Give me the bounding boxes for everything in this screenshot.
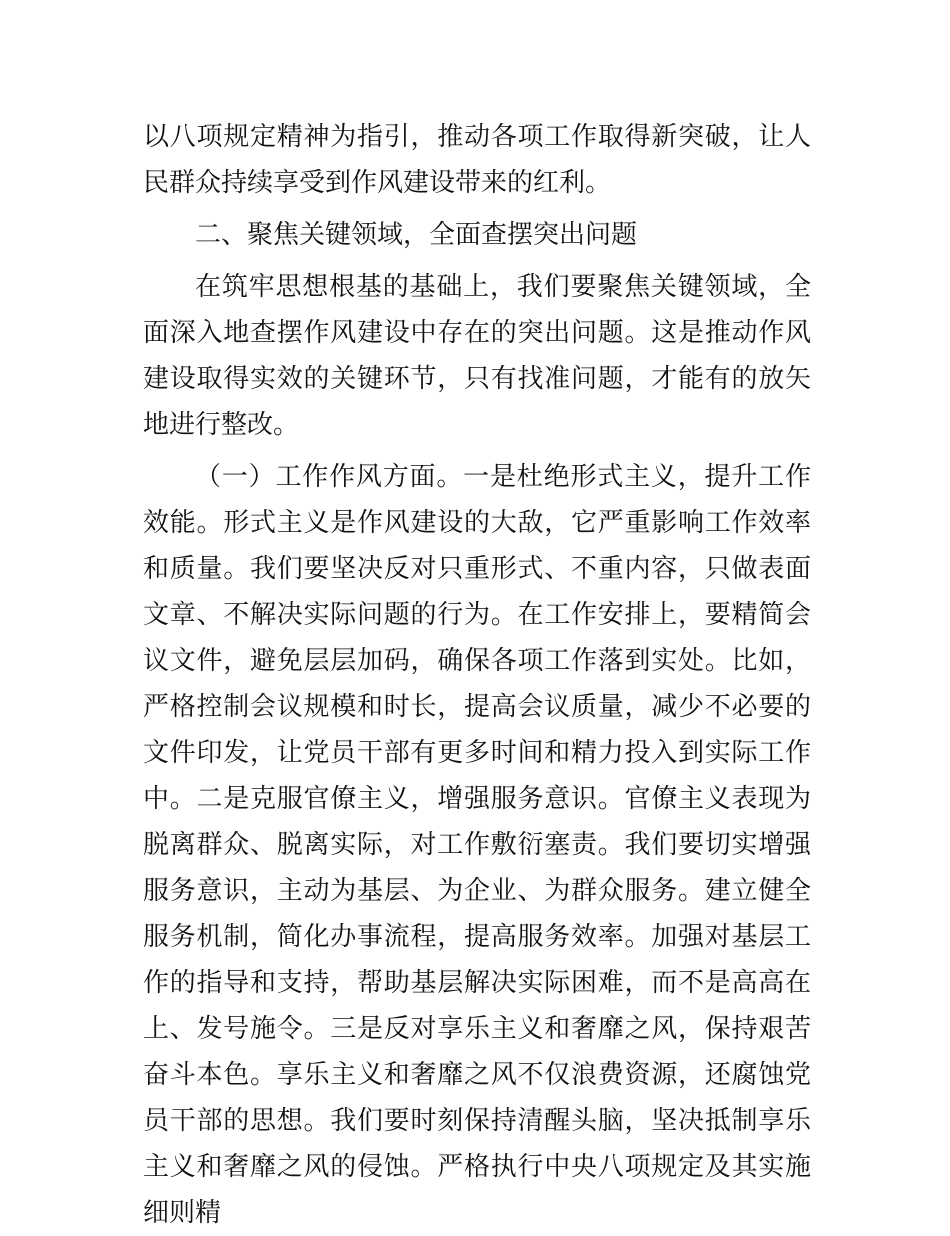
paragraph-work-style: （一）工作作风方面。一是杜绝形式主义，提升工作效能。形式主义是作风建设的大敌，它严重影响工作效率和质量。我们要坚决反对只重形式、不重内容，只做表面文章、不解决实际问题的行为。在工作安排上，要精简会议文件，避免层层加码，确保各项工作落到实处。比如，严格控制会议规模和时长，提高会议质量，减少不必要的文件印发，让党员干部有更多时间和精力投入到实际工作中。二是克服官僚主义，增强服务意识。官僚主义表现为脱离群众、脱离实际，对工作敷衍塞责。我们要切实增强服务意识，主动为基层、为企业、为群众服务。建立健全服务机制，简化办事流程，提高服务效率。加强对基层工作的指导和支持，帮助基层解决实际困难，而不是高高在上、发号施令。三是反对享乐主义和奢靡之风，保持艰苦奋斗本色。享乐主义和奢靡之风不仅浪费资源，还腐蚀党员干部的思想。我们要时刻保持清醒头脑，坚决抵制享乐主义和奢靡之风的侵蚀。严格执行中央八项规定及其实施细则精 [143, 462, 811, 1228]
paragraph-continuation: 以八项规定精神为指引，推动各项工作取得新突破，让人民群众持续享受到作风建设带来的红利。 [143, 122, 811, 198]
paragraph-intro: 在筑牢思想根基的基础上，我们要聚焦关键领域，全面深入地查摆作风建设中存在的突出问题。这是推动作风建设取得实效的关键环节，只有找准问题，才能有的放矢地进行整改。 [143, 272, 811, 440]
section-heading: 二、聚焦关键领域，全面查摆突出问题 [195, 220, 638, 250]
document-body [143, 114, 811, 1236]
